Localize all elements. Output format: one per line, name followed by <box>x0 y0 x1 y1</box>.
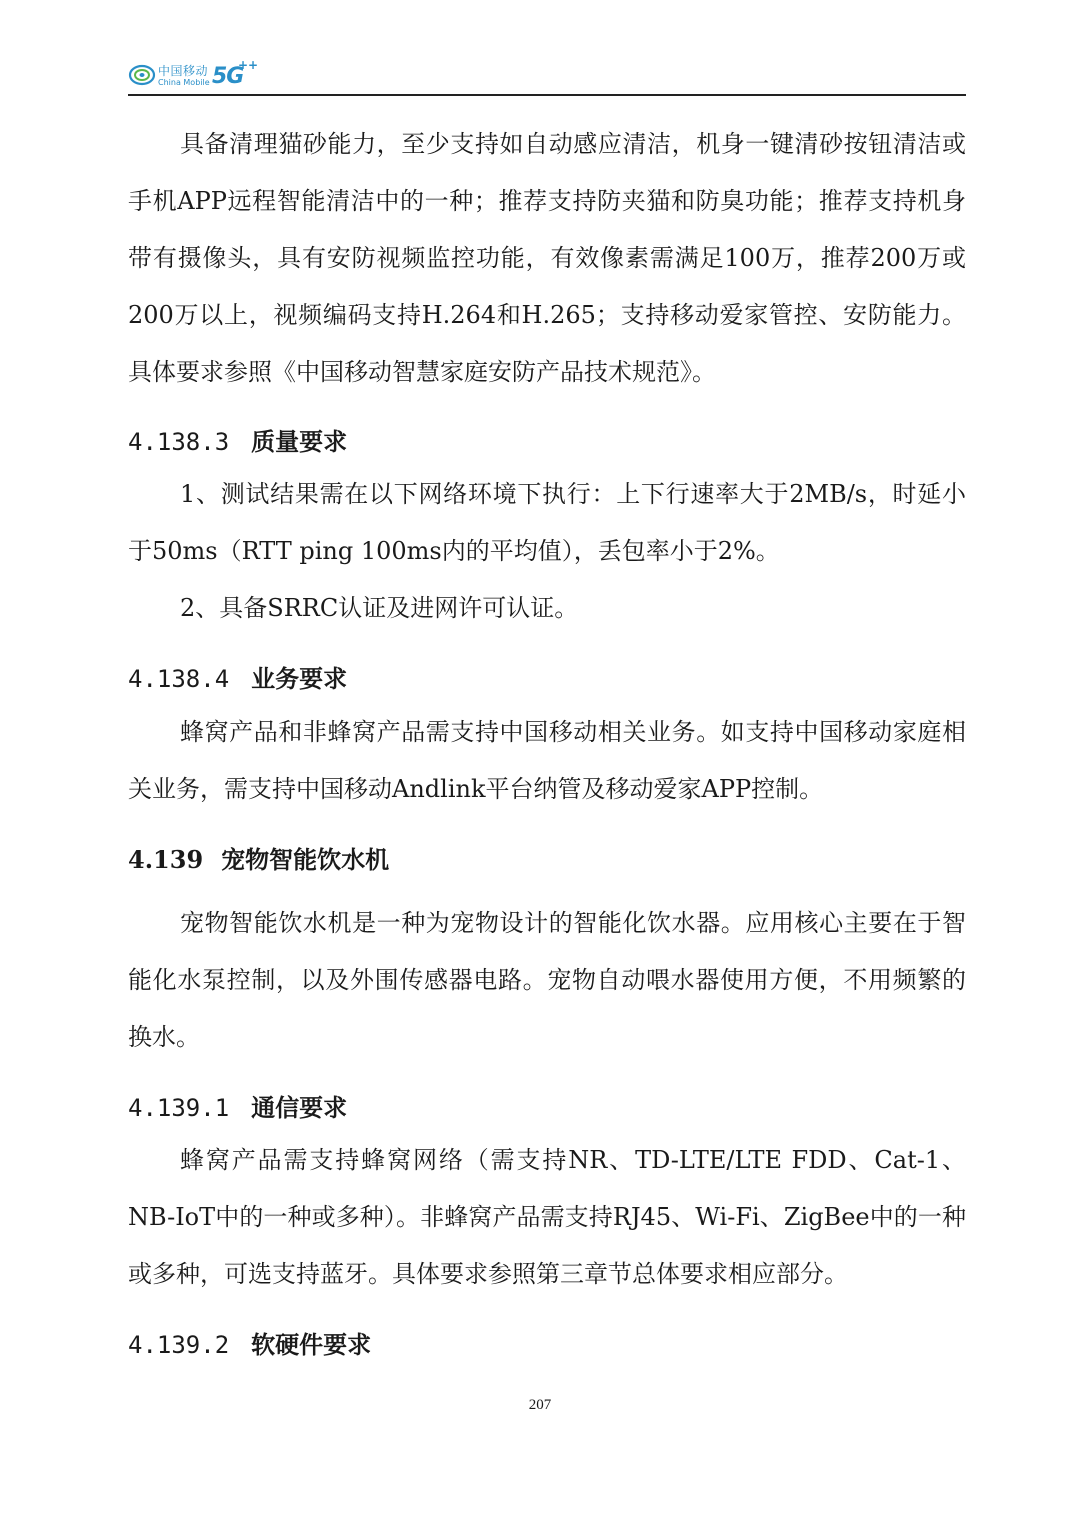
paragraph-business: 蜂窝产品和非蜂窝产品需支持中国移动相关业务。如支持中国移动家庭相关业务，需支持中国移动Andlink平台纳管及移动爱家APP控制。 <box>128 718 966 803</box>
heading-title: 宠物智能饮水机 <box>221 845 390 874</box>
paragraph-certification: 2、具备SRRC认证及进网许可认证。 <box>180 594 579 622</box>
heading-4-138-4 <box>128 659 347 694</box>
paragraph-water-dispenser-intro: 宠物智能饮水机是一种为宠物设计的智能化饮水器。应用核心主要在于智能化水泵控制，以及外围传感器电路。宠物自动喂水器使用方便，不用频繁的换水。 <box>128 909 966 1051</box>
heading-number: 4.139 <box>128 845 204 874</box>
logo-plus-text: ++ <box>238 58 259 72</box>
heading-number: 4.138.3 <box>128 428 230 456</box>
heading-4-139 <box>128 840 389 875</box>
page-header <box>128 58 966 96</box>
heading-4-138-3 <box>128 422 347 457</box>
china-mobile-swirl-icon <box>128 60 156 90</box>
logo-chinese-text: 中国移动 <box>158 64 209 78</box>
china-mobile-logo <box>128 58 259 94</box>
heading-title: 业务要求 <box>251 664 348 693</box>
paragraph-litter-cleaning: 具备清理猫砂能力，至少支持如自动感应清洁，机身一键清砂按钮清洁或手机APP远程智能清洁中的一种；推荐支持防夹猫和防臭功能；推荐支持机身带有摄像头，具有安防视频监控功能，有效像素需满足100万，推荐200万或200万以上，视频编码支持H.264和H.265；支持移动爱家管控、安防能力。具体要求参照《中国移动智慧家庭安防产品技术规范》。 <box>128 130 966 386</box>
heading-4-139-2 <box>128 1325 371 1360</box>
heading-title: 质量要求 <box>251 427 348 456</box>
page-number: 207 <box>528 1397 552 1413</box>
heading-title: 软硬件要求 <box>251 1330 372 1359</box>
heading-4-139-1 <box>128 1088 347 1123</box>
paragraph-communication: 蜂窝产品需支持蜂窝网络（需支持NR、TD-LTE/LTE FDD、Cat-1、NB-IoT中的一种或多种）。非蜂窝产品需支持RJ45、Wi-Fi、ZigBee中的一种或多种，可选支持蓝牙。具体要求参照第三章节总体要求相应部分。 <box>128 1146 966 1288</box>
logo-5g-text: 5G <box>212 64 244 89</box>
paragraph-network-test: 1、测试结果需在以下网络环境下执行：上下行速率大于2MB/s，时延小于50ms（RTT ping 100ms内的平均值），丢包率小于2%。 <box>128 480 966 565</box>
logo-english-text: China Mobile <box>158 78 210 87</box>
heading-number: 4.138.4 <box>128 665 230 693</box>
heading-number: 4.139.1 <box>128 1094 230 1122</box>
heading-title: 通信要求 <box>251 1093 348 1122</box>
heading-number: 4.139.2 <box>128 1331 230 1359</box>
